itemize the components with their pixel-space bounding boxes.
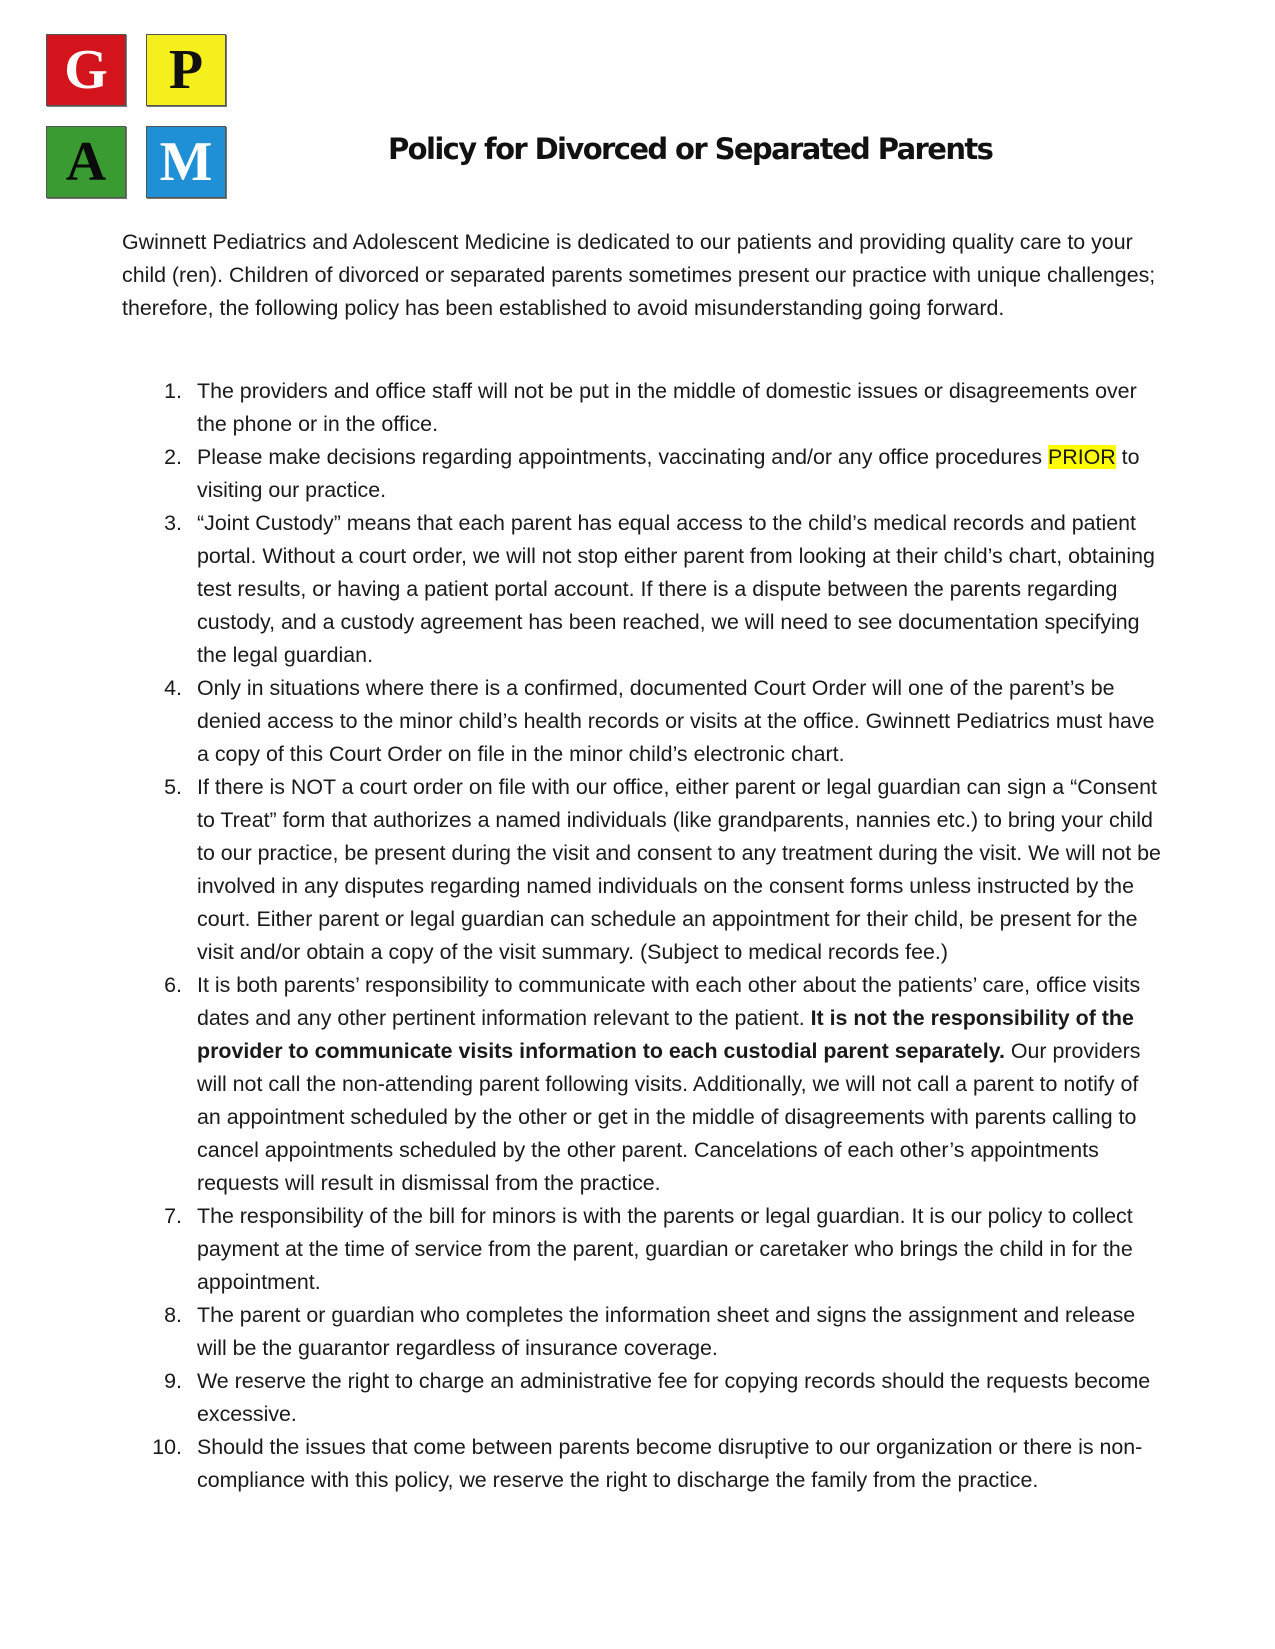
- item-text: If there is NOT a court order on file with our office, either parent or legal guardian can sign a “Consent to Treat” form that authorizes a named individuals (like grandparents, nannies etc.) to bring your child to our practice, be present during the visit and consent to any treatment during the visit. We will not be involved in any disputes regarding named individuals on the consent forms unless instructed by the court. Either parent or legal guardian can schedule an appointment for their child, be present for the visit and/or obtain a copy of the visit summary. (Subject to medical records fee.): [197, 775, 1161, 964]
- item-text-post: to visiting our practice.: [197, 445, 1140, 502]
- item-number: 4.: [164, 676, 182, 700]
- logo-letter-g: G: [64, 39, 108, 101]
- item-number: 2.: [164, 445, 182, 469]
- policy-item-2: [122, 441, 1162, 507]
- item-number: 5.: [164, 775, 182, 799]
- item-number: 3.: [164, 511, 182, 535]
- item-number: 1.: [164, 379, 182, 403]
- logo-tile-a: [46, 126, 126, 198]
- policy-item-4: [122, 672, 1162, 771]
- item-text: The parent or guardian who completes the information sheet and signs the assignment and release will be the guarantor regardless of insurance coverage.: [197, 1303, 1136, 1360]
- logo-tile-g: [46, 34, 126, 106]
- policy-item-8: [122, 1299, 1162, 1365]
- document-title: Policy for Divorced or Separated Parents: [388, 132, 993, 166]
- policy-item-1: [122, 375, 1162, 441]
- item-text-pre: It is both parents’ responsibility to communicate with each other about the patients’ care, office visits dates and any other pertinent information relevant to the patient.: [197, 973, 1141, 1030]
- item-text: “Joint Custody” means that each parent has equal access to the child’s medical records and patient portal. Without a court order, we will not stop either parent from looking at their child’s chart, obtaining test results, or having a patient portal account. If there is a dispute between the parents regarding custody, and a custody agreement has been reached, we will need to see documentation specifying the legal guardian.: [197, 511, 1155, 667]
- item-number: 7.: [164, 1204, 182, 1228]
- item-text: Should the issues that come between parents become disruptive to our organization or there is non-compliance with this policy, we reserve the right to discharge the family from the practice.: [197, 1435, 1143, 1492]
- policy-item-6: [122, 969, 1162, 1200]
- logo-tile-p: [146, 34, 226, 106]
- logo-letter-m: M: [159, 131, 213, 193]
- item-text: The providers and office staff will not be put in the middle of domestic issues or disagreements over the phone or in the office.: [197, 379, 1137, 436]
- intro-paragraph: Gwinnett Pediatrics and Adolescent Medicine is dedicated to our patients and providing quality care to your child (ren). Children of divorced or separated parents sometimes present our practice with unique challenges; therefore, the following policy has been established to avoid misunderstanding going forward.: [122, 230, 1156, 320]
- policy-item-10: [122, 1431, 1162, 1497]
- policy-item-5: [122, 771, 1162, 969]
- policy-item-7: [122, 1200, 1162, 1299]
- gpam-logo: [46, 34, 228, 198]
- item-text: Only in situations where there is a confirmed, documented Court Order will one of the parent’s be denied access to the minor child’s health records or visits at the office. Gwinnett Pediatrics must have a copy of this Court Order on file in the minor child’s electronic chart.: [197, 676, 1155, 766]
- policy-item-3: [122, 507, 1162, 672]
- bold-text: It is not the responsibility of the provider to communicate visits information to each custodial parent separately.: [197, 1006, 1134, 1063]
- item-number: 8.: [164, 1303, 182, 1327]
- item-number: 9.: [164, 1369, 182, 1393]
- policy-item-9: [122, 1365, 1162, 1431]
- logo-letter-p: P: [168, 39, 204, 101]
- item-text: The responsibility of the bill for minors is with the parents or legal guardian. It is our policy to collect payment at the time of service from the parent, guardian or caretaker who brings the child in for the appointment.: [197, 1204, 1133, 1294]
- highlighted-text: PRIOR: [1047, 445, 1116, 469]
- item-number: 6.: [164, 973, 182, 997]
- item-text: We reserve the right to charge an administrative fee for copying records should the requests become excessive.: [197, 1369, 1151, 1426]
- logo-letter-a: A: [65, 131, 107, 193]
- policy-list: [122, 375, 1162, 1497]
- item-text-pre: Please make decisions regarding appointments, vaccinating and/or any office procedures: [197, 445, 1048, 469]
- item-number: 10.: [152, 1435, 182, 1459]
- item-text-post: Our providers will not call the non-attending parent following visits. Additionally, we will not call a parent to notify of an appointment scheduled by the other or get in the middle of disagreements with parents calling to cancel appointments scheduled by the other parent. Cancelations of each other’s appointments requests will result in dismissal from the practice.: [197, 1039, 1141, 1195]
- logo-tile-m: [146, 126, 226, 198]
